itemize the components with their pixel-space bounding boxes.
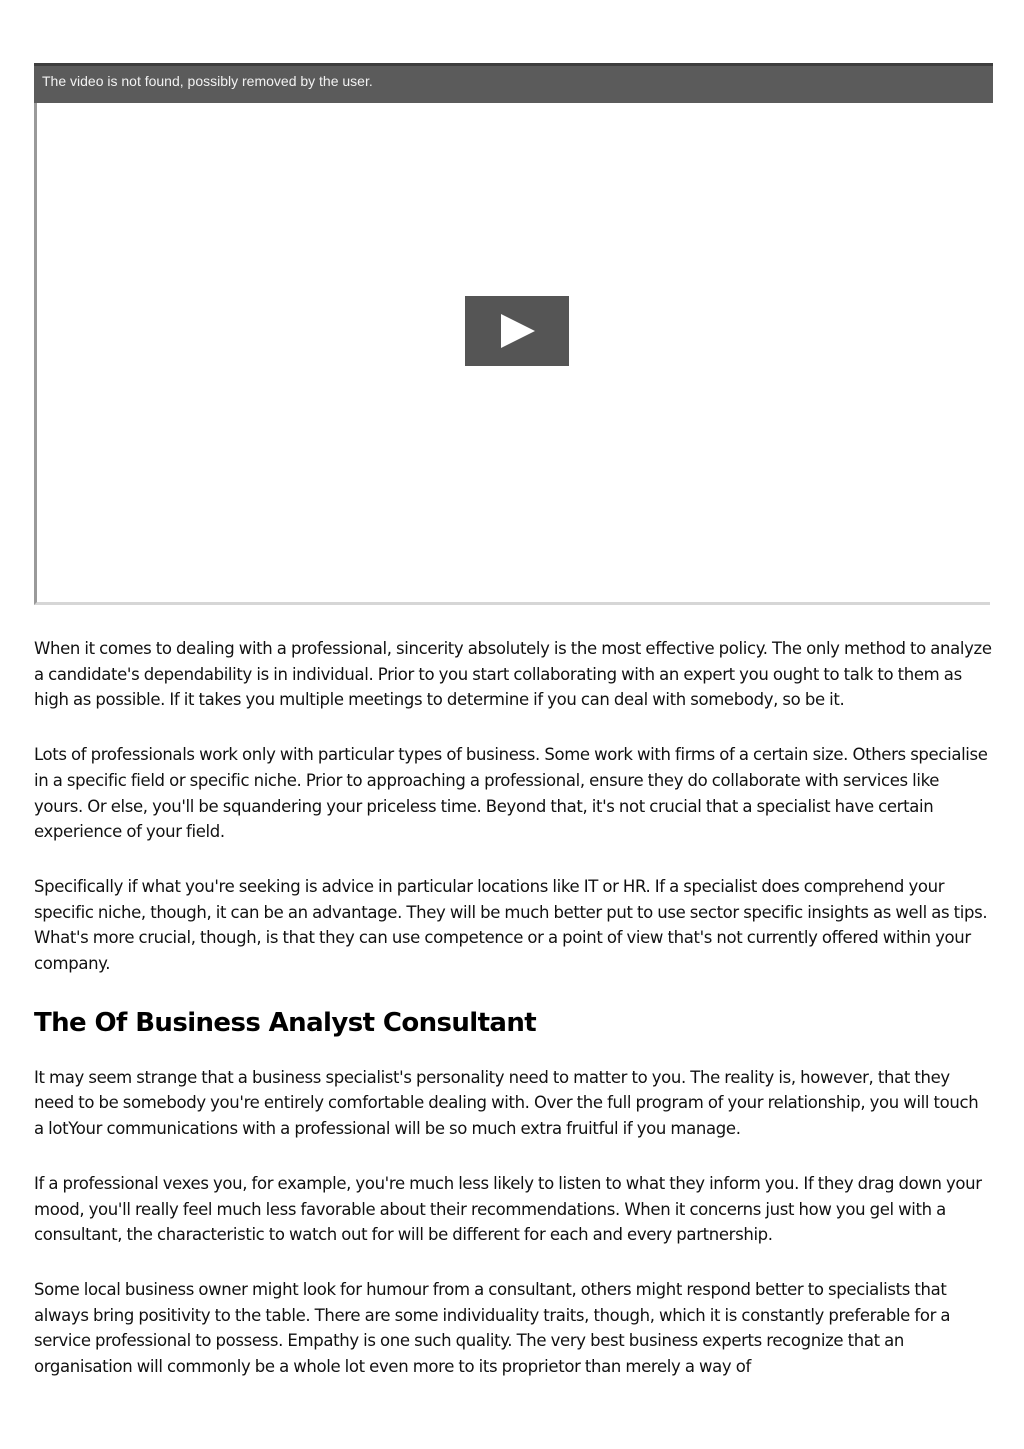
video-player[interactable] bbox=[34, 63, 990, 605]
article-paragraph-3: Specifically if what you're seeking is advice in particular locations like IT or HR. If a specialist does comprehend your specific niche, though, it can be an advantage. They will be much better put to use sector specific insights as well as tips. What's more crucial, though, is that they can use competence or a point of view that's not currently offered within your company. bbox=[34, 876, 988, 974]
article-paragraph-6: Some local business owner might look for humour from a consultant, others might respond better to specialists that always bring positivity to the table. There are some individuality traits, though, which it is constantly preferable for a service professional to possess. Empathy is one such quality. The very best business experts recognize that an organisation will commonly be a whole lot even more to its proprietor than merely a way of bbox=[34, 1279, 951, 1377]
video-message-bar bbox=[34, 63, 993, 103]
article-paragraph-4: It may seem strange that a business specialist's personality need to matter to you. The reality is, however, that they need to be somebody you're entirely comfortable dealing with. Over the full program of your relationship, you will touch a lotYour communications with a professional will be so much extra fruitful if you manage. bbox=[34, 1067, 979, 1139]
section-heading: The Of Business Analyst Consultant bbox=[34, 1007, 537, 1038]
article-paragraph-1: When it comes to dealing with a professional, sincerity absolutely is the most effective policy. The only method to analyze a candidate's dependability is in individual. Prior to you start collaborating with an expert you ought to talk to them as high as possible. If it takes you multiple meetings to determine if you can deal with somebody, so be it. bbox=[34, 639, 992, 710]
article-paragraph-5: If a professional vexes you, for example, you're much less likely to listen to what they inform you. If they drag down your mood, you'll really feel much less favorable about their recommendations. When it concerns just how you gel with a consultant, the characteristic to watch out for will be different for each and every partnership. bbox=[34, 1173, 982, 1245]
article-paragraph-2: Lots of professionals work only with particular types of business. Some work with firms of a certain size. Others specialise in a specific field or specific niche. Prior to approaching a professional, ensure they do collaborate with services like yours. Or else, you'll be squandering your priceless time. Beyond that, it's not crucial that a specialist have certain experience of your field. bbox=[34, 745, 988, 842]
play-icon bbox=[501, 314, 535, 348]
play-button[interactable] bbox=[465, 296, 569, 366]
video-not-found-message: The video is not found, possibly removed by the user. bbox=[42, 73, 373, 89]
article-body bbox=[34, 636, 992, 1409]
